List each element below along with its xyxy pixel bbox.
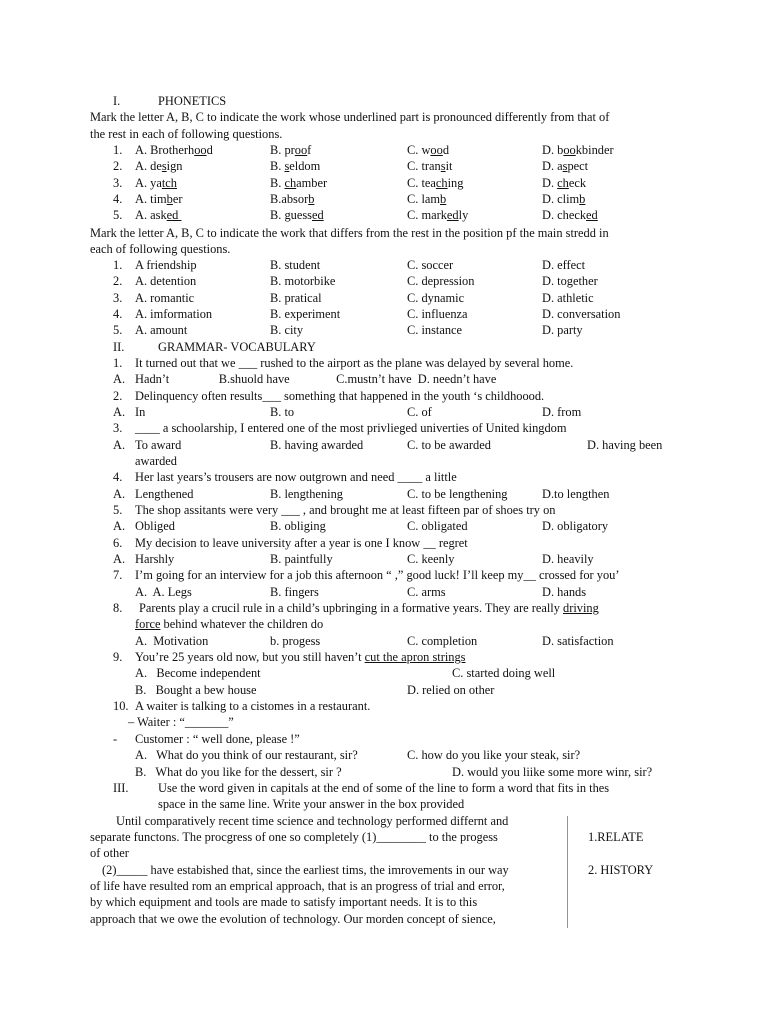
word-part: B. pr [270, 143, 295, 157]
answer-box-border [567, 816, 568, 928]
question-number: 9. [113, 650, 123, 664]
question-text: Her last years’s trousers are now outgrown and need ____ a little [135, 470, 457, 484]
answer-option-b: B. student [270, 258, 321, 272]
question-number: 4. [113, 191, 123, 206]
answer-option-b: B. Bought a bew house [135, 683, 257, 697]
word-part: A. ask [135, 208, 167, 223]
underlined-part: s [161, 159, 167, 174]
underlined-phrase: driving [563, 601, 599, 615]
question-number: 5. [113, 208, 123, 223]
answer-option-a: A. Become independent [135, 666, 261, 680]
answer-option-b: B. lengthening [270, 487, 343, 501]
answer-option-c: C. soccer [407, 258, 454, 272]
answer-option-a [135, 158, 183, 174]
question-text: A waiter is talking to a cistomes in a restaurant. [135, 699, 371, 713]
word-part: B. [270, 175, 285, 190]
passage-line: approach that we owe the evolution of technology. Our morden concept of sience, [90, 912, 496, 926]
answer-option-c: C. to be lengthening [407, 487, 508, 501]
answer-option-b [270, 175, 327, 191]
word-part: A. Brotherh [135, 143, 195, 157]
word-part: A. ya [135, 175, 162, 190]
answer-option-b [270, 142, 311, 158]
passage-line: of other [90, 846, 129, 860]
answer-option-d: D. having been [587, 438, 663, 452]
question-number: 2. [113, 159, 123, 174]
word-part: C. mark [407, 208, 447, 223]
answer-option-a: A. Motivation [135, 634, 209, 648]
answer-option-a: A friendship [135, 258, 197, 272]
dialogue-line-customer: Customer : “ well done, please !” [135, 732, 300, 746]
answer-option-c: C. obligated [407, 519, 468, 533]
question-number: 5. [113, 503, 123, 517]
underlined-part: ed [312, 208, 324, 223]
word-part: eck [568, 175, 587, 190]
answer-option-d: D. hands [542, 585, 587, 599]
answer-option-c: C. of [407, 405, 432, 419]
answer-option-b: B. obliging [270, 519, 326, 533]
underlined-part: ed [586, 208, 598, 223]
question-text [135, 649, 466, 665]
word-part: d [442, 143, 450, 157]
section-number: III. [113, 781, 129, 795]
passage-line: by which equipment and tools are made to satisfy important needs. It is to this [90, 895, 478, 909]
word-part: C. tea [407, 175, 436, 190]
option-label: A. [113, 372, 126, 386]
question-number: 5. [113, 323, 123, 338]
answer-option-b: B. experiment [270, 306, 341, 321]
question-number: 10. [113, 699, 129, 713]
word-part: eldom [289, 159, 321, 174]
question-text: ____ a schoolarship, I entered one of the most privlieged univerties of United kingdom [135, 421, 567, 435]
word-part: amber [296, 175, 328, 190]
underlined-part: ch [284, 175, 297, 190]
answer-option-a [135, 191, 183, 207]
underlined-part: b [166, 191, 173, 206]
section-title: PHONETICS [158, 94, 227, 108]
word-part: D. b [542, 143, 564, 157]
instruction-text: Mark the letter A, B, C to indicate the work whose underlined part is pronounced differently from that of [90, 110, 610, 124]
answer-option-c: C. influenza [407, 306, 468, 321]
answer-option-a: A. A. Legs [135, 585, 192, 599]
section-number: I. [113, 94, 121, 108]
underlined-part: b [440, 191, 447, 206]
question-number: 2. [113, 274, 123, 289]
answer-option-a: A. detention [135, 274, 197, 289]
underlined-phrase: cut the apron strings [364, 650, 466, 664]
answer-option-c: C. to be awarded [407, 438, 491, 452]
underlined-part: s [284, 159, 290, 174]
word-part: ign [166, 159, 183, 174]
answer-option-b: B. paintfully [270, 552, 333, 566]
word-part: D. check [542, 208, 587, 223]
question-number: 4. [113, 470, 123, 484]
answer-option-b: B. city [270, 323, 304, 338]
word-part: D. [542, 175, 558, 190]
answer-option-c [407, 142, 449, 158]
answer-option-d: D.to lengthen [542, 487, 610, 501]
answer-option-d: D. heavily [542, 552, 594, 566]
underlined-part: oo [194, 143, 207, 157]
answer-option-a: A. amount [135, 323, 188, 338]
answer-option-a: Obliged [135, 519, 175, 533]
underlined-part: oo [430, 143, 443, 157]
dialogue-line-waiter: – Waiter : “_______” [128, 715, 234, 729]
answer-option-b: B. What do you like for the dessert, sir ? [135, 765, 342, 779]
answer-option-c: C. depression [407, 274, 475, 289]
answer-option-d: D. relied on other [407, 683, 495, 697]
answer-option-a: A. imformation [135, 306, 213, 321]
word-part: B.absor [270, 191, 309, 206]
answer-option-d-continued: awarded [135, 454, 177, 468]
underlined-part: b [579, 191, 586, 206]
question-text-continued [135, 616, 323, 632]
answer-option-c [407, 158, 452, 174]
word-part: B. guess [270, 208, 312, 223]
option-label: A. [113, 438, 126, 452]
answer-option-d: D. together [542, 274, 598, 289]
question-text-part: You’re 25 years old now, but you still haven’t [135, 650, 365, 664]
word-part: C. lam [407, 191, 441, 206]
answer-option-a [135, 142, 213, 158]
word-part: D. a [542, 159, 563, 174]
word-part: it [445, 159, 453, 174]
answer-option-b [270, 158, 320, 174]
instruction-text: the rest in each of following questions. [90, 127, 283, 141]
instruction-text: each of following questions. [90, 242, 231, 256]
word-part: C. w [407, 143, 431, 157]
question-text: My decision to leave university after a year is one I know __ regret [135, 536, 468, 550]
question-text: Delinquency often results___ something that happened in the youth ‘s childhoood. [135, 389, 545, 403]
underlined-part: ch [435, 175, 448, 190]
answer-option-c: C. keenly [407, 552, 455, 566]
answer-option-c [407, 175, 463, 191]
passage-line: separate functons. The procgress of one so completely (1)________ to the progess [90, 830, 498, 844]
answer-option-b: B. to [270, 405, 295, 419]
answer-option-a [135, 207, 181, 223]
answer-option-c: C. dynamic [407, 290, 465, 305]
answer-option-d: D. would you liike some more winr, sir? [452, 765, 653, 779]
answer-option-c [407, 191, 446, 207]
question-text [139, 600, 599, 616]
word-part: er [172, 191, 183, 206]
answer-option-d [542, 158, 588, 174]
question-number: 3. [113, 421, 123, 435]
answer-option-d: D. conversation [542, 306, 621, 321]
word-part: kbinder [575, 143, 614, 157]
question-number: 3. [113, 175, 123, 190]
answer-option-d: D. party [542, 323, 583, 338]
section-number: II. [113, 340, 125, 354]
word-part: ly [458, 208, 469, 223]
answer-option-b: B. pratical [270, 290, 322, 305]
underlined-part: ch [557, 175, 569, 190]
question-number: 1. [113, 356, 123, 370]
word-part: A. tim [135, 191, 167, 206]
answer-option-c [407, 207, 468, 223]
passage-line: (2)_____ have estabished that, since the earliest tims, the imrovements in our way [102, 863, 509, 877]
word-part: ing [447, 175, 464, 190]
answer-option-a: A. romantic [135, 290, 195, 305]
answer-option-d: D. satisfaction [542, 634, 614, 648]
answer-option-b: b. progess [270, 634, 321, 648]
underlined-phrase: force [135, 617, 161, 631]
answer-option-a [135, 175, 177, 191]
instruction-text: Use the word given in capitals at the end of some of the line to form a word that fits in thes [158, 781, 610, 795]
answer-option-b: B. having awarded [270, 438, 364, 452]
keyword-1: 1.RELATE [588, 830, 644, 844]
question-number: 6. [113, 536, 123, 550]
word-part: C. tran [407, 159, 441, 174]
answer-option-d [542, 207, 598, 223]
answer-options: Hadn’t B.shuold have C.mustn’t have D. needn’t have [135, 372, 497, 386]
answer-option-d: D. obligatory [542, 519, 609, 533]
underlined-part: ed [166, 208, 182, 223]
answer-option-c: C. started doing well [452, 666, 556, 680]
option-label: A. [113, 519, 126, 533]
keyword-2: 2. HISTORY [588, 863, 654, 877]
question-number: 8. [113, 601, 123, 615]
question-text: The shop assitants were very ___ , and brought me at least fifteen par of shoes try on [135, 503, 556, 517]
passage-line: of life have resulted rom an emprical approach, that is an progress of trial and error, [90, 879, 505, 893]
word-part: f [307, 143, 312, 157]
answer-option-c: C. arms [407, 585, 446, 599]
answer-option-c: C. how do you like your steak, sir? [407, 748, 581, 762]
answer-option-a: Lengthened [135, 487, 194, 501]
dialogue-dash: - [113, 732, 118, 746]
answer-option-d: D. athletic [542, 290, 594, 305]
instruction-text: space in the same line. Write your answer in the box provided [158, 797, 465, 811]
question-number: 4. [113, 306, 123, 321]
word-part: pect [567, 159, 589, 174]
underlined-part: oo [563, 143, 576, 157]
instruction-text: Mark the letter A, B, C to indicate the work that differs from the rest in the position pf the main stredd in [90, 226, 609, 240]
question-number: 3. [113, 290, 123, 305]
answer-option-b [270, 191, 314, 207]
answer-option-a: In [135, 405, 146, 419]
question-text-part: Parents play a crucil rule in a child’s upbringing in a formative years. They are really [139, 601, 564, 615]
answer-option-d: D. effect [542, 258, 586, 272]
answer-option-d: D. from [542, 405, 582, 419]
answer-option-b: B. fingers [270, 585, 319, 599]
underlined-part: oo [294, 143, 308, 157]
answer-option-d [542, 142, 614, 158]
underlined-part: s [440, 159, 446, 174]
word-part: d [206, 143, 213, 157]
answer-option-b: B. motorbike [270, 274, 336, 289]
question-number: 7. [113, 568, 123, 582]
section-title: GRAMMAR- VOCABULARY [158, 340, 316, 354]
word-part: B. [270, 159, 285, 174]
answer-option-d [542, 175, 586, 191]
answer-option-c: C. completion [407, 634, 478, 648]
underlined-part: b [308, 191, 315, 206]
option-label: A. [113, 552, 126, 566]
passage-line: Until comparatively recent time science and technology performed differnt and [116, 814, 509, 828]
answer-option-a: Harshly [135, 552, 175, 566]
underlined-part: ed [446, 208, 459, 223]
question-number: 1. [113, 258, 123, 272]
question-text: I’m going for an interview for a job this afternoon “ ,” good luck! I’ll keep my__ crossed for you’ [135, 568, 620, 582]
question-text: It turned out that we ___ rushed to the airport as the plane was delayed by several home. [135, 356, 574, 370]
answer-option-a: To award [135, 438, 182, 452]
answer-option-d [542, 191, 585, 207]
answer-option-b [270, 207, 324, 223]
answer-option-a: A. What do you think of our restaurant, sir? [135, 748, 358, 762]
question-number: 1. [113, 143, 123, 157]
word-part: D. clim [542, 191, 580, 206]
question-text-part: behind whatever the children do [160, 617, 324, 631]
underlined-part: s [562, 159, 568, 174]
question-number: 2. [113, 389, 123, 403]
answer-option-c: C. instance [407, 323, 463, 338]
underlined-part: tch [161, 175, 177, 190]
word-part: A. de [135, 159, 162, 174]
option-label: A. [113, 487, 126, 501]
option-label: A. [113, 405, 126, 419]
